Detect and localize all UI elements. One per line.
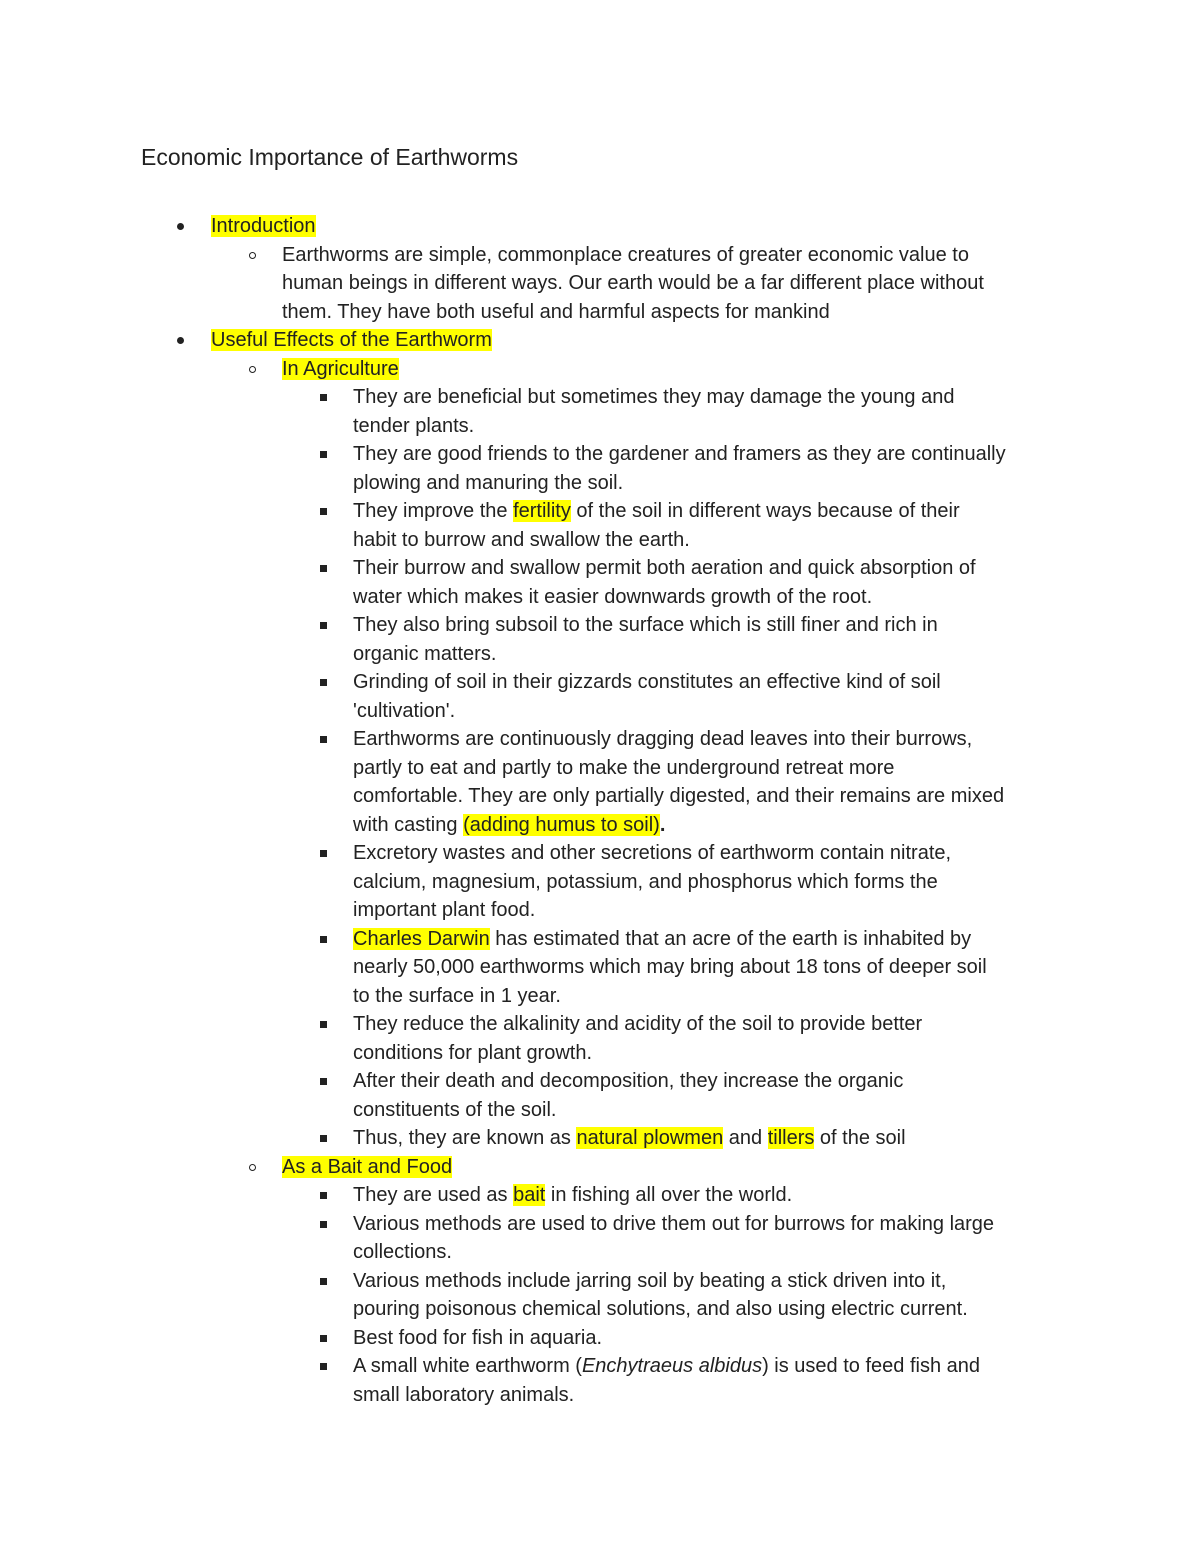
list-item-continuation: organic matters. <box>353 642 497 665</box>
list-item-introduction <box>0 212 1200 241</box>
highlighted-term: fertility <box>513 500 571 522</box>
list-item-bait-and-food <box>0 1153 1200 1182</box>
list-item-continuation: partly to eat and partly to make the underground retreat more <box>353 756 895 779</box>
section-heading: Useful Effects of the Earthworm <box>211 329 492 351</box>
list-item-continuation: human beings in different ways. Our earth would be a far different place without <box>282 272 984 294</box>
list-item-continuation: plowing and manuring the soil. <box>353 471 624 494</box>
list-item: Charles Darwin has estimated that an acre of the earth is inhabited by <box>0 925 1200 954</box>
list-item-continuation: constituents of the soil. <box>353 1098 557 1121</box>
list-item: Various methods are used to drive them out for burrows for making large <box>0 1210 1200 1239</box>
list-item-continuation: important plant food. <box>353 899 536 921</box>
list-item: They are beneficial but sometimes they may damage the young and <box>0 383 1200 412</box>
highlighted-term: bait <box>513 1184 546 1206</box>
list-item: Grinding of soil in their gizzards constitutes an effective kind of soil <box>0 668 1200 697</box>
list-item-continuation: small laboratory animals. <box>353 1383 575 1406</box>
subsection-heading: As a Bait and Food <box>282 1155 453 1178</box>
list-item: They reduce the alkalinity and acidity of the soil to provide better <box>0 1010 1200 1039</box>
list-item: Earthworms are simple, commonplace creatures of greater economic value to <box>0 241 1200 270</box>
list-item-continuation: comfortable. They are only partially digested, and their remains are mixed <box>353 785 1005 807</box>
list-item: Earthworms are continuously dragging dead leaves into their burrows, <box>0 725 1200 754</box>
list-item-continuation: tender plants. <box>353 414 475 437</box>
list-item: Various methods include jarring soil by beating a stick driven into it, <box>0 1267 1200 1296</box>
list-item-continuation: conditions for plant growth. <box>353 1041 593 1064</box>
list-item-continuation: water which makes it easier downwards growth of the root. <box>353 585 873 608</box>
list-item: A small white earthworm (Enchytraeus albidus) is used to feed fish and <box>0 1352 1200 1381</box>
list-item-continuation: pouring poisonous chemical solutions, and also using electric current. <box>353 1298 968 1320</box>
list-item-continuation: nearly 50,000 earthworms which may bring about 18 tons of deeper soil <box>353 956 987 978</box>
highlighted-term: (adding humus to soil) <box>463 813 660 836</box>
list-item: They are good friends to the gardener and framers as they are continually <box>0 440 1200 469</box>
list-item: Their burrow and swallow permit both aeration and quick absorption of <box>0 554 1200 583</box>
list-item: After their death and decomposition, they increase the organic <box>0 1067 1200 1096</box>
list-item-continuation: 'cultivation'. <box>353 699 456 722</box>
page-title: Economic Importance of Earthworms <box>141 144 519 170</box>
section-heading: Introduction <box>211 215 316 237</box>
highlighted-term: tillers <box>767 1127 815 1149</box>
list-item-in-agriculture <box>0 355 1200 384</box>
list-item: Thus, they are known as natural plowmen and tillers of the soil <box>0 1124 1200 1153</box>
list-item-continuation: calcium, magnesium, potassium, and phosphorus which forms the <box>353 870 938 893</box>
highlighted-term: natural plowmen <box>576 1127 724 1149</box>
list-item-continuation: with casting (adding humus to soil). <box>353 813 666 836</box>
list-item: They also bring subsoil to the surface which is still finer and rich in <box>0 611 1200 640</box>
highlighted-term: Charles Darwin <box>353 927 490 950</box>
list-item: They are used as bait in fishing all over the world. <box>0 1181 1200 1210</box>
list-item-useful-effects <box>0 326 1200 355</box>
list-item-continuation: collections. <box>353 1241 452 1263</box>
species-name: Enchytraeus albidus <box>581 1355 763 1377</box>
subsection-heading: In Agriculture <box>282 357 399 380</box>
list-item-continuation: to the surface in 1 year. <box>353 984 561 1007</box>
outline-list <box>0 212 1200 1409</box>
list-item-continuation: them. They have both useful and harmful aspects for mankind <box>282 300 830 323</box>
list-item: Excretory wastes and other secretions of earthworm contain nitrate, <box>0 839 1200 868</box>
list-item: Best food for fish in aquaria. <box>0 1324 1200 1353</box>
list-item-continuation: habit to burrow and swallow the earth. <box>353 528 690 551</box>
list-item: They improve the fertility of the soil in different ways because of their <box>0 497 1200 526</box>
